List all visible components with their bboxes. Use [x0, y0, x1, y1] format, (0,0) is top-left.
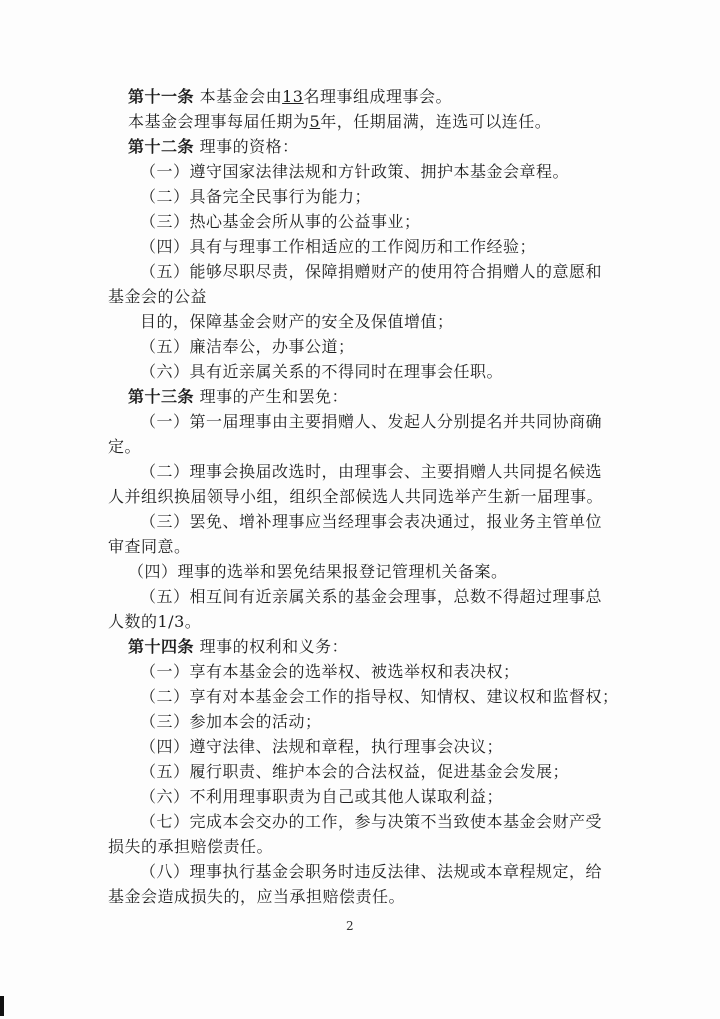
- article-13-line: （四）理事的选举和罢免结果报登记管理机关备案。: [128, 562, 508, 581]
- article-13-line: （一）第一届理事由主要捐赠人、发起人分别提名并共同协商确: [140, 412, 603, 431]
- article-14-line: 基金会造成损失的，应当承担赔偿责任。: [108, 887, 406, 906]
- article-14-line: （四）遵守法律、法规和章程，执行理事会决议；: [140, 737, 504, 756]
- article-14-line: （八）理事执行基金会职务时违反法律、法规或本章程规定，给: [140, 862, 603, 881]
- article-12-heading: 第十二条: [128, 137, 195, 156]
- article-13-line: 人数的1/3。: [108, 612, 202, 631]
- article-12-item: （六）具有近亲属关系的不得同时在理事会任职。: [140, 362, 504, 381]
- page-number: 2: [346, 919, 354, 933]
- article-13-line: （二）理事会换届改选时，由理事会、主要捐赠人共同提名候选: [140, 462, 603, 481]
- article-13-line: （三）罢免、增补理事应当经理事会表决通过，报业务主管单位: [140, 512, 603, 531]
- article-14-title-line: [108, 634, 616, 659]
- article-14-title: 理事的权利和义务：: [199, 637, 349, 656]
- article-12-item: （一）遵守国家法律法规和方针政策、拥护本基金会章程。: [140, 162, 570, 181]
- article-11-term-after: 年，任期届满，连选可以连任。: [320, 112, 552, 131]
- article-14-line: （三）参加本会的活动；: [140, 712, 322, 731]
- article-14-line: 损失的承担赔偿责任。: [108, 837, 274, 856]
- article-11-term-line: [108, 109, 616, 134]
- article-12-title-line: [108, 134, 616, 159]
- article-12-item: （三）热心基金会所从事的公益事业；: [140, 212, 421, 231]
- article-11-text-after: 名理事组成理事会。: [303, 87, 452, 106]
- article-14-line: （七）完成本会交办的工作，参与决策不当致使本基金会财产受: [140, 812, 603, 831]
- article-11-term-years: 5: [309, 112, 321, 131]
- article-13-title: 理事的产生和罢免：: [199, 387, 349, 406]
- scan-edge-mark: [0, 996, 4, 1016]
- article-12-title: 理事的资格：: [199, 137, 299, 156]
- article-11-text-before: 本基金会由: [199, 87, 283, 106]
- article-13-heading: 第十三条: [128, 387, 195, 406]
- article-11-term-before: 本基金会理事每届任期为: [128, 112, 310, 131]
- article-13-line: 审查同意。: [108, 537, 191, 556]
- article-14-line: （一）享有本基金会的选举权、被选举权和表决权；: [140, 662, 520, 681]
- article-13-line: 定。: [108, 437, 142, 456]
- article-14-line: （五）履行职责、维护本会的合法权益，促进基金会发展；: [140, 762, 570, 781]
- article-12-item: （四）具有与理事工作相适应的工作阅历和工作经验；: [140, 237, 537, 256]
- article-14-line: （六）不利用理事职责为自己或其他人谋取利益；: [140, 787, 504, 806]
- article-12-item: （五）能够尽职尽责，保障捐赠财产的使用符合捐赠人的意愿和: [140, 262, 603, 281]
- article-14-line: （二）享有对本基金会工作的指导权、知情权、建议权和监督权；: [140, 687, 619, 706]
- document-body: [108, 84, 619, 909]
- article-11-count: 13: [282, 87, 304, 106]
- article-11-heading: 第十一条: [128, 87, 195, 106]
- article-12-item: （五）廉洁奉公，办事公道；: [140, 337, 355, 356]
- article-13-title-line: [108, 384, 616, 409]
- article-13-line: 人并组织换届领导小组，组织全部候选人共同选举产生新一届理事。: [108, 487, 604, 506]
- article-12-item: 基金会的公益: [108, 287, 208, 306]
- article-11-line: [108, 84, 616, 109]
- article-12-item: 目的，保障基金会财产的安全及保值增值；: [140, 312, 454, 331]
- article-13-line: （五）相互间有近亲属关系的基金会理事，总数不得超过理事总: [140, 587, 603, 606]
- article-14-heading: 第十四条: [128, 637, 195, 656]
- article-12-item: （二）具备完全民事行为能力；: [140, 187, 372, 206]
